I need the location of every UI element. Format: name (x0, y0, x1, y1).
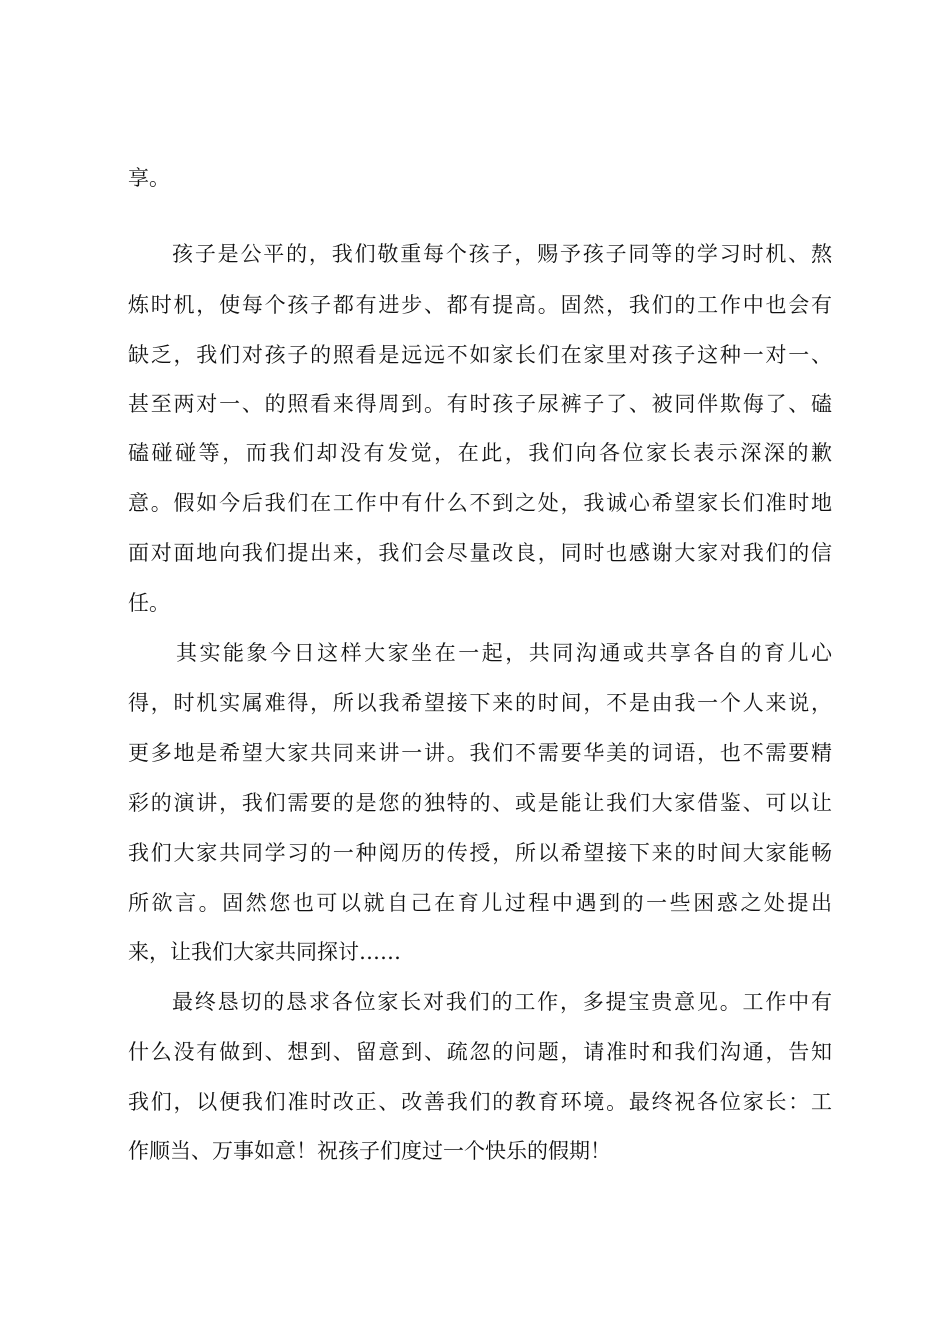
paragraph-line: 所欲言。固然您也可以就自己在育儿过程中遇到的一些困惑之处提出 (128, 891, 832, 915)
paragraph-line: 我们大家共同学习的一种阅历的传授，所以希望接下来的时间大家能畅 (128, 841, 832, 865)
paragraph-line: 孩子是公平的，我们敬重每个孩子，赐予孩子同等的学习时机、熬 (172, 242, 832, 266)
paragraph-line: 炼时机，使每个孩子都有进步、都有提高。固然，我们的工作中也会有 (128, 293, 832, 317)
paragraph-line: 意。假如今后我们在工作中有什么不到之处，我诚心希望家长们准时地 (128, 491, 832, 515)
paragraph-line: 彩的演讲，我们需要的是您的独特的、或是能让我们大家借鉴、可以让 (128, 791, 832, 815)
paragraph-line: 我们，以便我们准时改正、改善我们的教育环境。最终祝各位家长：工 (128, 1090, 832, 1114)
paragraph-line: 什么没有做到、想到、留意到、疏忽的问题，请准时和我们沟通，告知 (128, 1040, 832, 1064)
paragraph-line: 甚至两对一、的照看来得周到。有时孩子尿裤子了、被同伴欺侮了、磕 (128, 392, 832, 416)
paragraph-line: 任。 (128, 591, 170, 615)
paragraph-line: 面对面地向我们提出来，我们会尽量改良，同时也感谢大家对我们的信 (128, 541, 832, 565)
paragraph-line: 作顺当、万事如意！祝孩子们度过一个快乐的假期！ (128, 1139, 611, 1163)
paragraph-line: 缺乏，我们对孩子的照看是远远不如家长们在家里对孩子这种一对一、 (128, 343, 832, 367)
paragraph-line: 最终恳切的恳求各位家长对我们的工作，多提宝贵意见。工作中有 (172, 990, 832, 1014)
paragraph-line: 享。 (128, 166, 170, 190)
paragraph-line: 磕碰碰等，而我们却没有发觉，在此，我们向各位家长表示深深的歉 (128, 441, 832, 465)
paragraph-line: 更多地是希望大家共同来讲一讲。我们不需要华美的词语，也不需要精 (128, 741, 832, 765)
paragraph-line: 得，时机实属难得，所以我希望接下来的时间，不是由我一个人来说， (128, 691, 832, 715)
paragraph-line: 其实能象今日这样大家坐在一起，共同沟通或共享各自的育儿心 (176, 641, 832, 665)
paragraph-line: 来，让我们大家共同探讨…… (128, 940, 401, 964)
